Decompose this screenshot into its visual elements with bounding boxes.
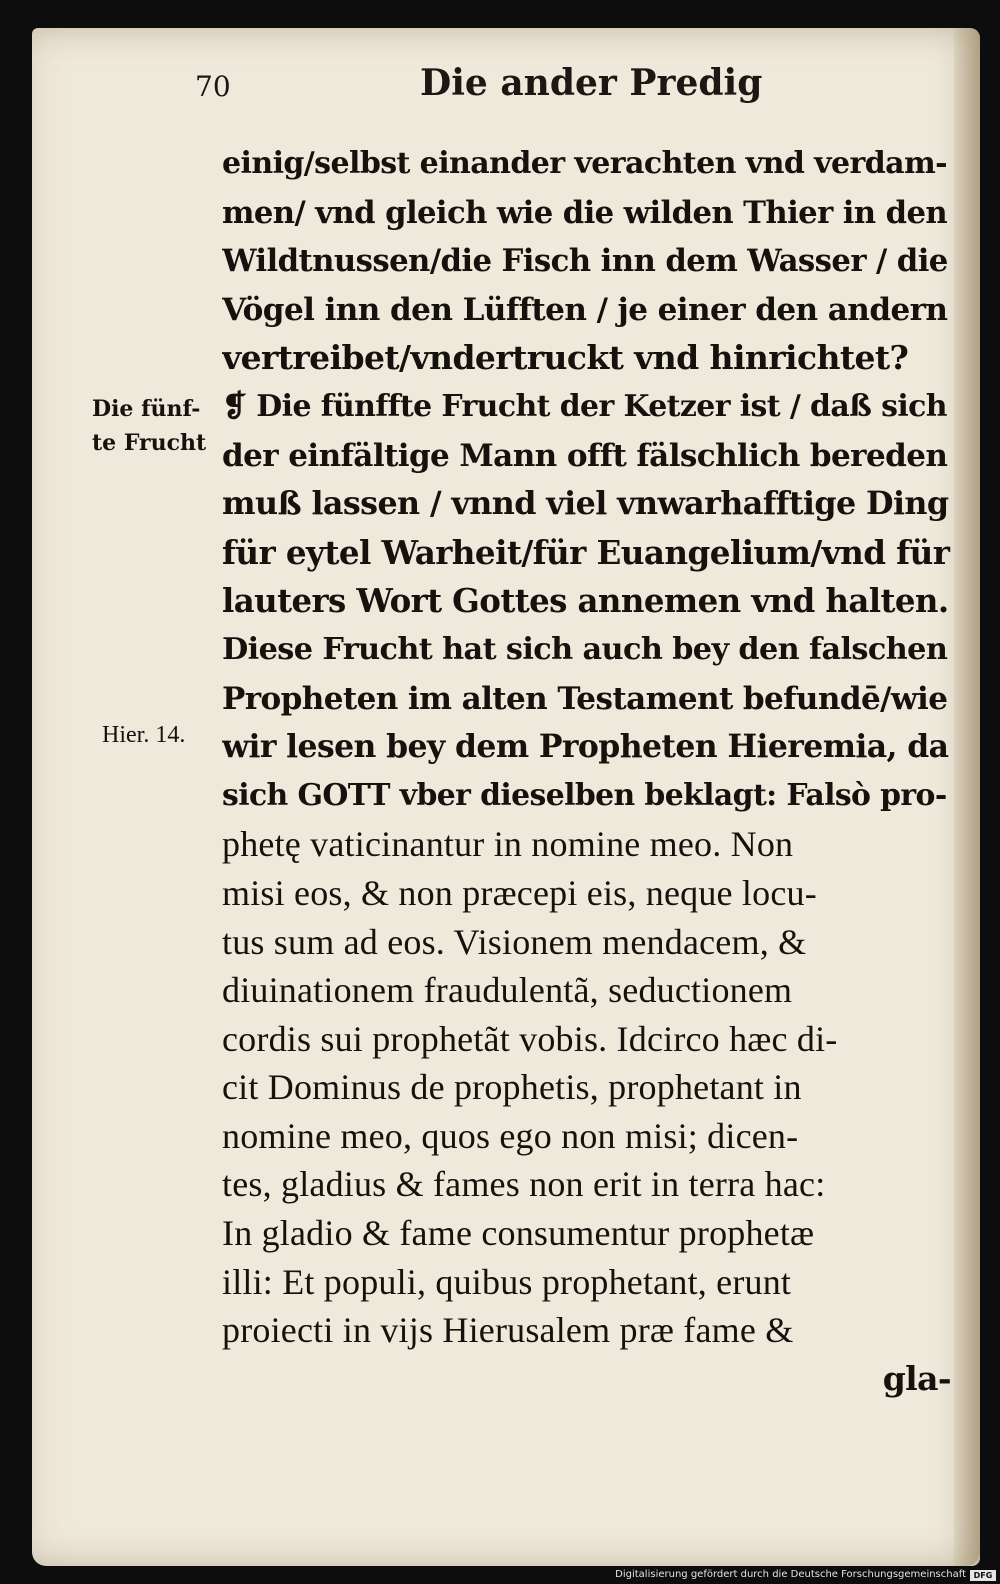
text-line: diuinationem fraudulentã, seductionem xyxy=(222,970,793,1011)
text-line: muß lassen / vnnd viel vnwarhafftige Ding xyxy=(222,485,949,523)
text-line: gla- xyxy=(882,1358,951,1398)
page-gutter-shadow xyxy=(954,28,980,1566)
text-line: nomine meo, quos ego non misi; dicen- xyxy=(222,1115,799,1156)
text-line: Vögel inn den Lüfften / je einer den andern xyxy=(222,291,948,328)
margin-note-fifth-fruit xyxy=(92,392,206,460)
text-line: cit Dominus de prophetis, prophetant in xyxy=(222,1067,802,1108)
text-line: Wildtnussen/die Fisch inn dem Wasser / die xyxy=(222,243,948,280)
text-line: men/ vnd gleich wie die wilden Thier in den xyxy=(222,194,948,231)
text-line: Diese Frucht hat sich auch bey den falschen xyxy=(222,631,948,667)
dfg-logo: DFG xyxy=(970,1570,996,1581)
text-line: illi: Et populi, quibus prophetant, erunt xyxy=(222,1261,792,1302)
text-line: einig/selbst einander verachten vnd verdam- xyxy=(222,146,948,181)
footer-credit: Digitalisierung gefördert durch die Deutsche Forschungsgemeinschaft xyxy=(615,1569,966,1580)
text-line: vertreibet/vndertruckt vnd hinrichtet? xyxy=(222,338,909,378)
margin-note-line: te Frucht xyxy=(92,430,207,456)
text-line: ❡ Die fünffte Frucht der Ketzer ist / daß sich xyxy=(222,388,947,424)
margin-note-line: Die fünf- xyxy=(92,396,201,422)
text-line: In gladio & fame consumentur prophetæ xyxy=(222,1213,815,1254)
margin-note-scripture-reference: Hier. 14. xyxy=(102,722,186,748)
text-line: misi eos, & non præcepi eis, neque locu- xyxy=(222,872,817,913)
text-line: der einfältige Mann offt fälschlich bereden xyxy=(222,437,948,474)
body-text xyxy=(222,140,957,1403)
footer-bar xyxy=(0,1568,1000,1584)
text-line: phetę vaticinantur in nomine meo. Non xyxy=(222,824,794,865)
text-line: tes, gladius & fames non erit in terra hac: xyxy=(222,1164,826,1205)
text-line: für eytel Warheit/für Euangelium/vnd für xyxy=(222,532,950,572)
page-number: 70 xyxy=(195,70,231,103)
text-line: wir lesen bey dem Propheten Hieremia, da xyxy=(222,728,949,766)
text-line: tus sum ad eos. Visionem mendacem, & xyxy=(222,921,807,962)
page-header xyxy=(195,60,763,116)
text-line: Propheten im alten Testament befundē/wie xyxy=(222,680,948,717)
text-line: lauters Wort Gottes annemen vnd halten. xyxy=(222,582,949,621)
text-line: sich GOTT vber dieselben beklagt: Falsò pro- xyxy=(222,777,947,813)
running-title: Die ander Predig xyxy=(420,62,763,104)
text-line: cordis sui prophetãt vobis. Idcirco hæc di- xyxy=(222,1018,838,1059)
text-line: proiecti in vijs Hierusalem præ fame & xyxy=(222,1310,794,1351)
